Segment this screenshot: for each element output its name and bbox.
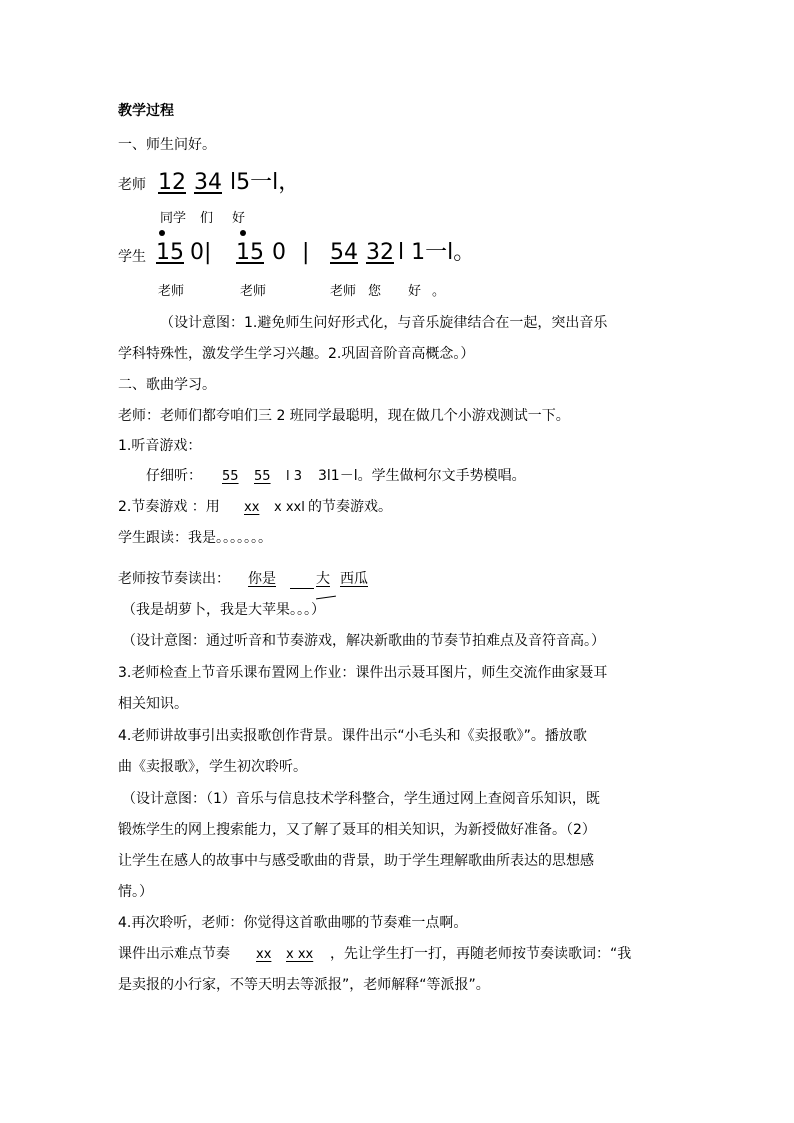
teacher-note-m1: 12 <box>158 170 186 195</box>
design-note-3-line2: 锻炼学生的网上搜索能力，又了解了聂耳的相关知识，为新授做好准备。（2） <box>118 822 596 838</box>
game1-note-2: 55 <box>254 469 271 484</box>
teacher-note-m2: 34 <box>194 170 222 195</box>
game2-prefix: 2.节奏游戏 ：用 <box>118 499 220 515</box>
student-note-m5: l 1一l。 <box>398 240 476 265</box>
game1-prefix: 仔细听： <box>146 468 202 484</box>
student-barline: | <box>302 240 310 265</box>
last-line-2: 是卖报的小行家，不等天明去等派报”，老师解释“等派报”。 <box>118 977 490 993</box>
game2-suffix: 的节奏游戏。 <box>308 499 392 515</box>
teacher-read-prefix: 老师按节奏读出： <box>118 571 230 587</box>
student-note-m2: 15 <box>236 240 264 265</box>
game1-title: 1.听音游戏： <box>118 438 202 454</box>
high-note-dot <box>159 230 165 236</box>
teacher-intro: 老师：老师们都夸咱们三 2 班同学最聪明，现在做几个小游戏测试一下。 <box>118 408 570 424</box>
student-lyric-6: 。 <box>432 284 446 299</box>
student-read: 学生跟读：我是。。。。。。。 <box>118 530 272 546</box>
example-line: （我是胡萝卜，我是大苹果。。。） <box>122 602 325 618</box>
item4b: 4.再次聆听，老师：你觉得这首歌曲哪的节奏难一点啊。 <box>118 915 468 931</box>
teacher-note-m3: l5一l， <box>230 170 301 195</box>
game2-rhythm-1: xx <box>244 500 260 515</box>
student-lyric-1: 老师 <box>158 284 185 299</box>
part2-title: 二、歌曲学习。 <box>118 377 216 393</box>
teacher-lyric-3: 好 <box>232 211 246 226</box>
student-note-m1b: 0| <box>190 240 212 265</box>
item3-line1: 3.老师检查上节音乐课布置网上作业：课件出示聂耳图片，师生交流作曲家聂耳 <box>118 665 608 681</box>
student-lyric-3: 老师 <box>330 284 357 299</box>
student-lyric-2: 老师 <box>240 284 267 299</box>
student-label: 学生 <box>118 249 146 265</box>
game2-rhythm-2: x xxl <box>274 500 305 515</box>
part1-title: 一、师生问好。 <box>118 137 216 153</box>
student-lyric-4: 您 <box>368 284 382 299</box>
item4-line1: 4.老师讲故事引出卖报歌创作背景。课件出示“小毛头和《卖报歌》”。播放歌 <box>118 728 587 744</box>
teacher-read-word-3: 西瓜 <box>340 571 368 587</box>
design-note-1-line2: 学科特殊性，激发学生学习兴趣。2.巩固音阶音高概念。） <box>118 346 475 362</box>
student-note-m4: 32 <box>366 240 394 265</box>
student-note-m1: 15 <box>156 240 184 265</box>
last-rhythm-1: xx <box>256 947 272 962</box>
student-lyric-5: 好 <box>408 284 422 299</box>
teacher-read-word-2: 大 <box>316 571 330 587</box>
teacher-read-word-1: 你是 <box>248 571 276 587</box>
teacher-lyric-2: 们 <box>200 211 214 226</box>
rhythm-underline <box>290 570 314 589</box>
item4-line2: 曲《卖报歌》，学生初次聆听。 <box>118 759 307 775</box>
last-line-suffix: ，先让学生打一打，再随老师按节奏读歌词：“我 <box>330 946 632 962</box>
teacher-label: 老师 <box>118 177 146 193</box>
student-note-m3: 54 <box>330 240 358 265</box>
design-note-3-line1: （设计意图：（1）音乐与信息技术学科整合，学生通过网上查阅音乐知识，既 <box>122 791 600 807</box>
last-rhythm-2: x xx <box>286 947 314 962</box>
slur-mark <box>316 596 336 600</box>
design-note-1-line1: （设计意图：1.避免师生问好形式化，与音乐旋律结合在一起，突出音乐 <box>160 315 608 331</box>
item3-line2: 相关知识。 <box>118 696 188 712</box>
section-title: 教学过程 <box>118 103 174 119</box>
game1-rest: 3l1－l。学生做柯尔文手势模唱。 <box>318 468 526 484</box>
teacher-lyric-1: 同学 <box>160 211 187 226</box>
design-note-2: （设计意图：通过听音和节奏游戏，解决新歌曲的节奏节拍难点及音符音高。） <box>122 633 605 649</box>
high-note-dot <box>240 230 246 236</box>
last-line-prefix: 课件出示难点节奏 <box>118 946 230 962</box>
game1-note-3: l 3 <box>286 469 303 484</box>
design-note-3-line4: 情。） <box>118 884 153 900</box>
game1-note-1: 55 <box>222 469 239 484</box>
student-note-m2b: 0 <box>272 240 286 265</box>
design-note-3-line3: 让学生在感人的故事中与感受歌曲的背景，助于学生理解歌曲所表达的思想感 <box>118 853 594 869</box>
